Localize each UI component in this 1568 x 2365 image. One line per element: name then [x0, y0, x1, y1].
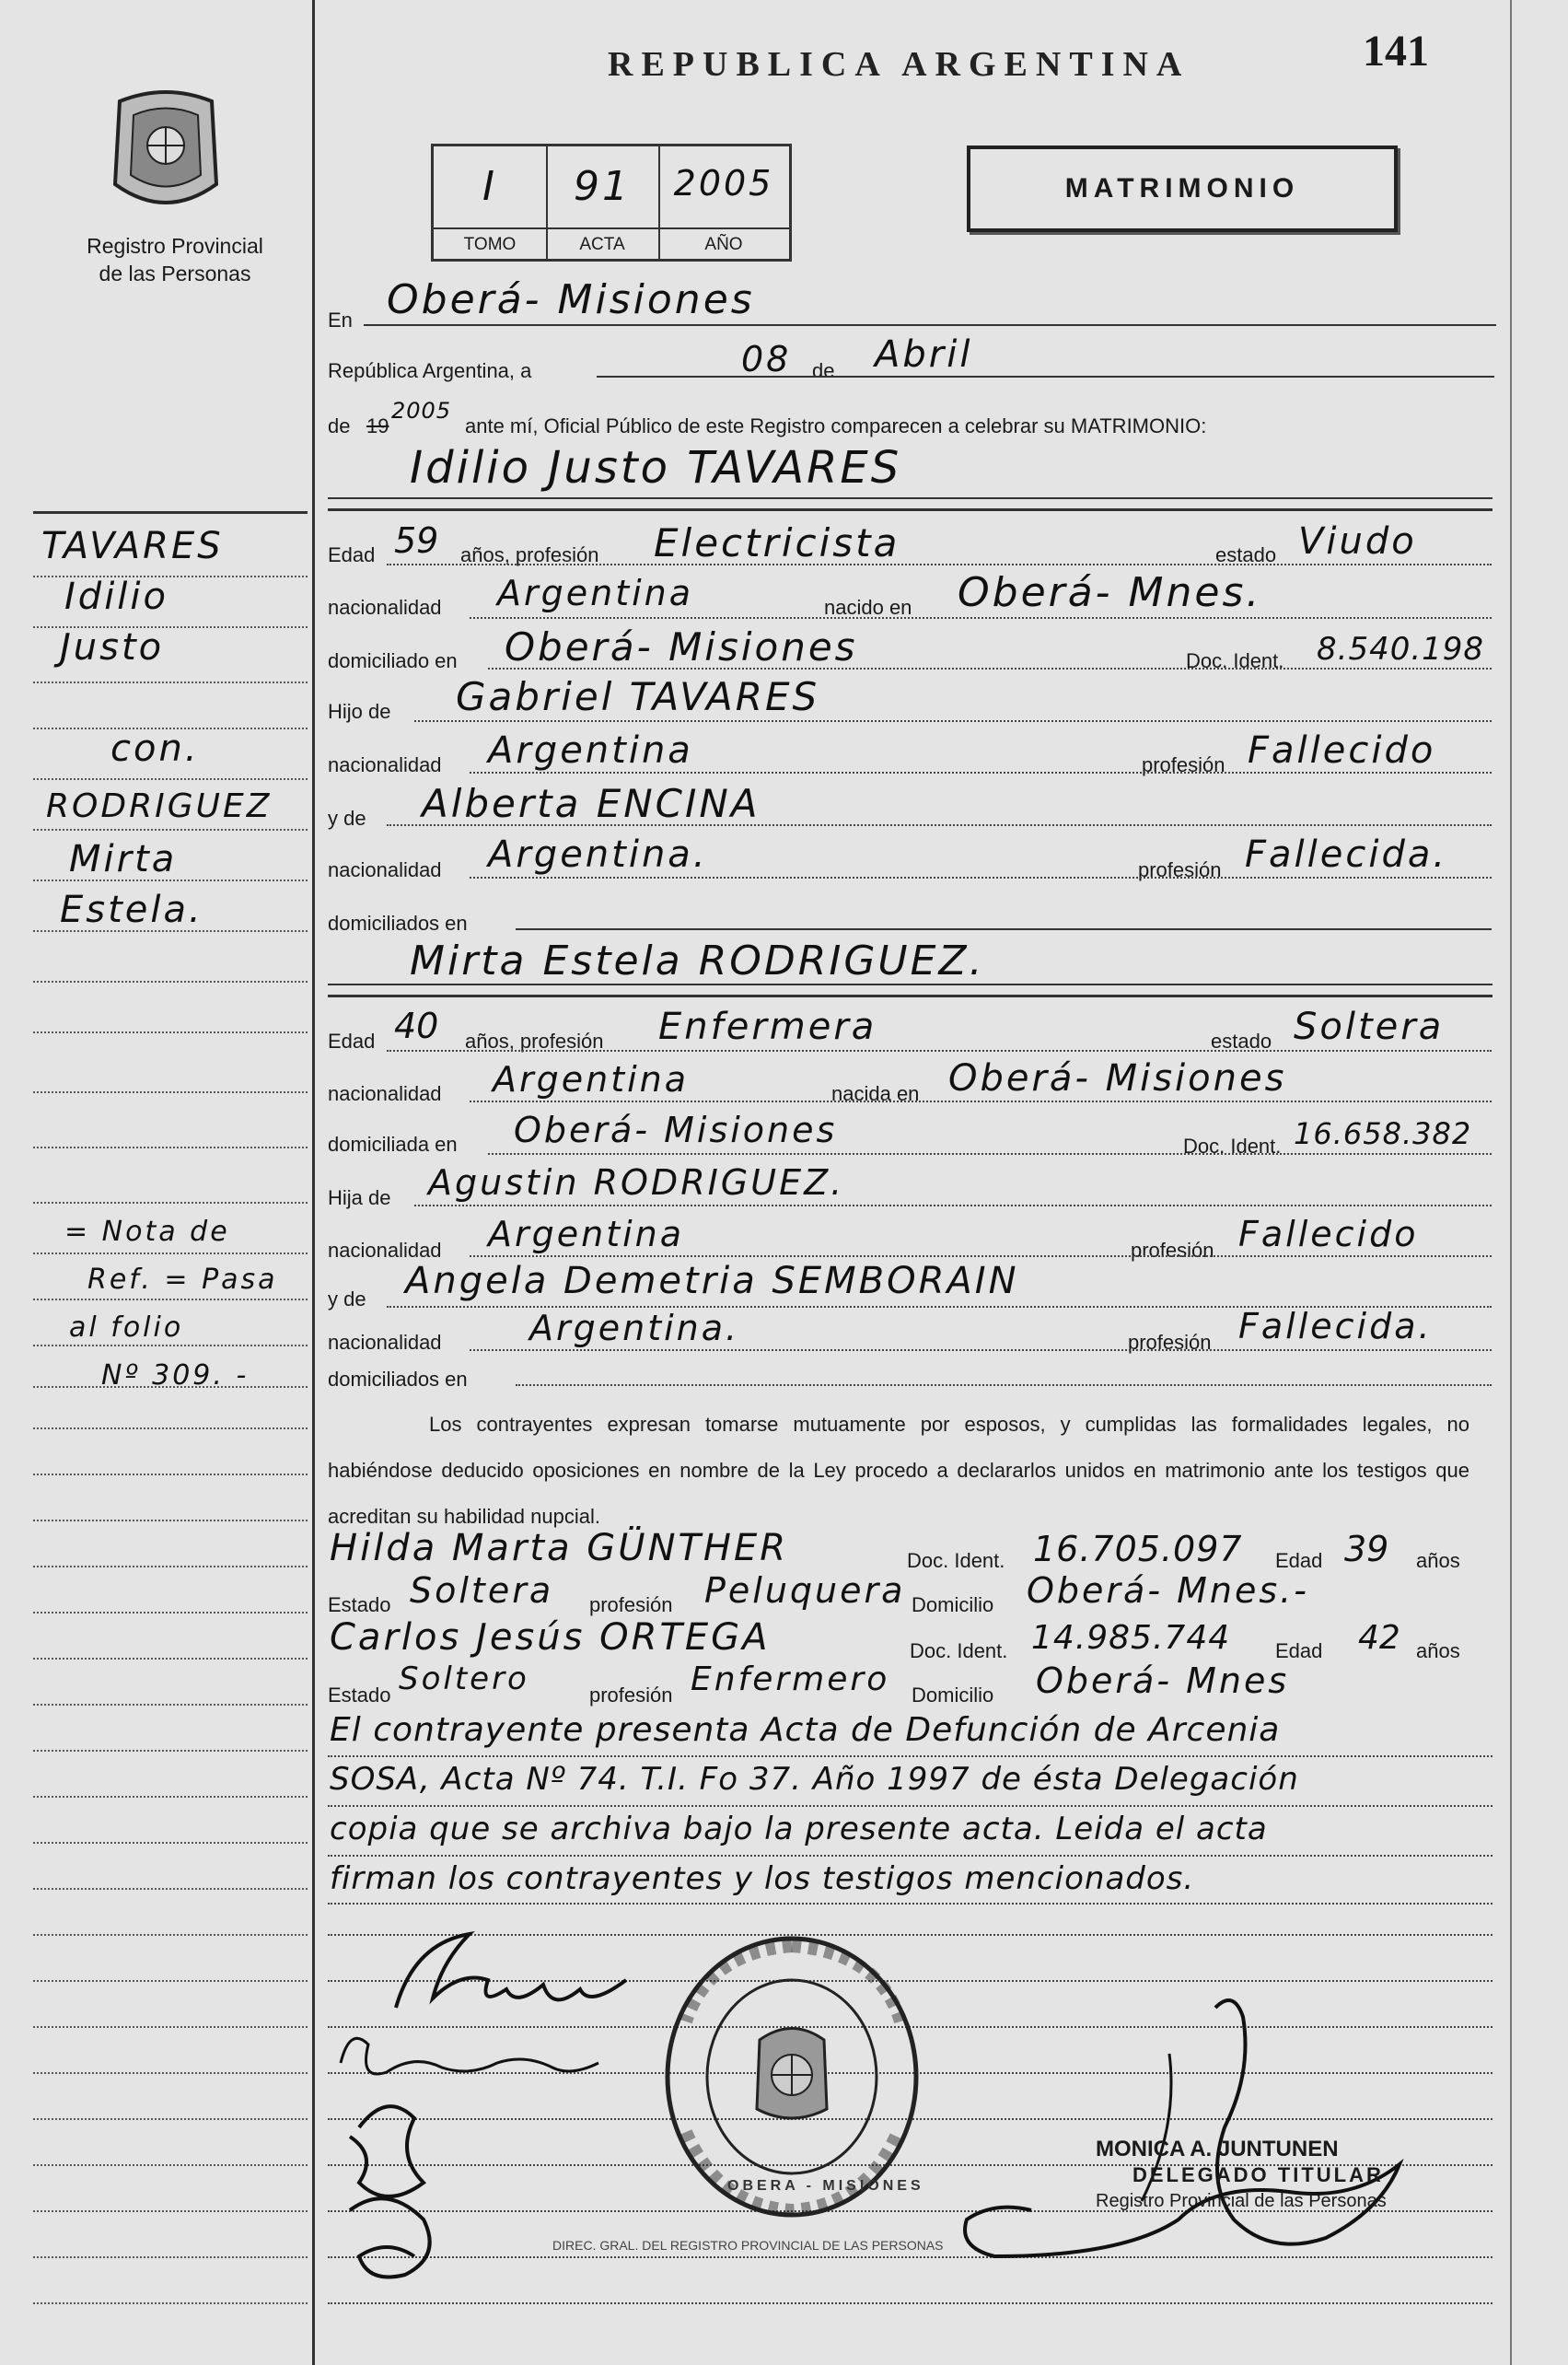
witness1-estado: Soltera: [410, 1570, 554, 1611]
groom-father-nat-label: nacionalidad: [328, 753, 442, 776]
ante-text: ante mí, Oficial Público de este Registro comparecen a celebrar su MATRIMONIO:: [465, 414, 1207, 437]
witness2-profession: Enfermero: [691, 1660, 890, 1698]
groom-father-nat: Argentina: [488, 729, 693, 772]
margin-name-1: Idilio: [64, 576, 168, 618]
groom-name: Idilio Justo TAVARES: [410, 442, 902, 494]
bride-mother-nat-label: nacionalidad: [328, 1331, 442, 1354]
witness1-domicilio-label: Domicilio: [912, 1593, 994, 1616]
margin-note-3: al folio: [69, 1311, 184, 1344]
bride-mother-prof: Fallecida.: [1238, 1306, 1433, 1346]
witness1-edad-label: Edad: [1275, 1549, 1323, 1572]
margin-note-2: Ref. = Pasa: [87, 1264, 278, 1296]
en-label: En: [328, 309, 353, 332]
bride-mother-nat: Argentina.: [529, 1308, 740, 1348]
witness1-age: 39: [1344, 1529, 1389, 1569]
groom-mother: Alberta ENCINA: [422, 781, 761, 826]
bride-edad-label: Edad: [328, 1030, 376, 1053]
margin-con: con.: [110, 728, 200, 770]
margin-divider: [312, 0, 315, 2365]
groom-anos-label: años, profesión: [460, 543, 599, 566]
registry-name: Registro Provincial de las Personas: [87, 234, 263, 285]
bride-yde-label: y de: [328, 1287, 366, 1311]
bride-father-prof: Fallecido: [1238, 1214, 1419, 1254]
groom-doc: 8.540.198: [1317, 631, 1485, 668]
remark-line-3: copia que se archiva bajo la presente acta. Leida el acta: [330, 1811, 1268, 1847]
margin-note-4: Nº 309. -: [101, 1359, 250, 1392]
groom-profession: Electricista: [654, 520, 900, 565]
intro-day: 08: [741, 339, 792, 379]
remark-line-2: SOSA, Acta Nº 74. T.I. Fo 37. Año 1997 de ésta Delegación: [330, 1761, 1299, 1798]
bride-age: 40: [394, 1006, 439, 1046]
province-seal: [101, 83, 230, 216]
bride-name: Mirta Estela RODRIGUEZ.: [410, 938, 985, 984]
bride-father: Agustin RODRIGUEZ.: [428, 1162, 845, 1203]
tomo-value: I: [482, 163, 497, 210]
document-type-box: MATRIMONIO: [967, 146, 1398, 232]
witness1-doc: 16.705.097: [1033, 1529, 1243, 1569]
groom-birthplace: Oberá- Mnes.: [958, 569, 1262, 616]
declaration-text: Los contrayentes expresan tomarse mutuamente por esposos, y cumplidas las formalidades legales, no habiéndose deducido oposiciones en nombre de la Ley procedo a declararlos unidos en matrimonio ante los testigos que acreditan su habilidad nupcial.: [328, 1413, 1469, 1528]
margin-note-1: = Nota de: [64, 1216, 230, 1248]
witness2-estado-label: Estado: [328, 1683, 391, 1707]
groom-doc-label: Doc. Ident.: [1186, 649, 1284, 672]
witness2-profesion-label: profesión: [589, 1683, 673, 1707]
bride-father-prof-label: profesión: [1131, 1239, 1214, 1262]
bride-nationality: Argentina: [493, 1059, 690, 1100]
witness2-doc-label: Doc. Ident.: [910, 1639, 1008, 1662]
groom-estado: Viudo: [1298, 520, 1417, 563]
official-block: [1096, 2137, 1387, 2214]
witness2-domicile: Oberá- Mnes: [1036, 1660, 1290, 1701]
bride-domiciliada-label: domiciliada en: [328, 1133, 458, 1156]
witness1-profession: Peluquera: [704, 1570, 906, 1611]
acta-value: 91: [574, 163, 631, 210]
groom-nacido-label: nacido en: [824, 596, 912, 619]
witness1-name: Hilda Marta GÜNTHER: [330, 1527, 789, 1569]
year-prefix: 19: [366, 414, 389, 437]
witness1-profesion-label: profesión: [589, 1593, 673, 1616]
stamp-outer-text: DIREC. GRAL. DEL REGISTRO PROVINCIAL DE LAS PERSONAS: [552, 2238, 944, 2253]
margin-surname-groom: TAVARES: [41, 525, 224, 567]
groom-father-prof-label: profesión: [1142, 753, 1225, 776]
groom-edad-label: Edad: [328, 543, 376, 566]
margin-name-3: Mirta: [69, 838, 178, 880]
page-number: 141: [1363, 27, 1429, 76]
bride-estado-label: estado: [1211, 1030, 1272, 1053]
bride-mother-prof-label: profesión: [1128, 1331, 1212, 1354]
groom-mother-nat: Argentina.: [488, 833, 708, 876]
intro-place: Oberá- Misiones: [387, 276, 755, 323]
witness2-name: Carlos Jesús ORTEGA: [330, 1616, 771, 1659]
groom-mother-nat-label: nacionalidad: [328, 858, 442, 881]
bride-mother: Angela Demetria SEMBORAIN: [405, 1260, 1019, 1302]
witness2-age: 42: [1358, 1619, 1400, 1657]
bride-anos-label: años, profesión: [465, 1030, 604, 1053]
bride-doc: 16.658.382: [1294, 1116, 1472, 1151]
country-title: REPUBLICA ARGENTINA: [608, 45, 1191, 84]
margin-name-2: Justo: [60, 626, 165, 669]
witness1-doc-label: Doc. Ident.: [907, 1549, 1005, 1572]
witness2-edad-label: Edad: [1275, 1639, 1323, 1662]
official-title: DELEGADO TITULAR: [1132, 2163, 1384, 2186]
bride-domicile: Oberá- Misiones: [514, 1110, 838, 1150]
bride-profession: Enfermera: [658, 1006, 877, 1048]
groom-father-prof: Fallecido: [1248, 729, 1436, 772]
acta-label: ACTA: [579, 235, 625, 254]
bride-birthplace: Oberá- Misiones: [948, 1057, 1287, 1100]
groom-hijo-label: Hijo de: [328, 700, 391, 723]
ano-label: AÑO: [704, 235, 743, 254]
groom-domiciliado-label: domiciliado en: [328, 649, 458, 672]
groom-yde-label: y de: [328, 807, 366, 830]
remark-line-1: El contrayente presenta Acta de Defunción de Arcenia: [330, 1711, 1281, 1749]
groom-estado-label: estado: [1215, 543, 1277, 566]
bride-domiciliados-label: domiciliados en: [328, 1368, 468, 1391]
groom-mother-prof: Fallecida.: [1245, 833, 1448, 876]
groom-mother-prof-label: profesión: [1138, 858, 1222, 881]
republica-label: República Argentina, a: [328, 359, 532, 382]
bride-estado: Soltera: [1294, 1006, 1445, 1048]
tomo-acta-ano-box: [431, 144, 792, 262]
groom-nacionalidad-label: nacionalidad: [328, 596, 442, 619]
margin-surname-bride: RODRIGUEZ: [46, 787, 273, 825]
remark-line-4: firman los contrayentes y los testigos mencionados.: [330, 1860, 1195, 1897]
bride-nacionalidad-label: nacionalidad: [328, 1082, 442, 1105]
intro-year: 2005: [391, 398, 452, 424]
bride-nacida-label: nacida en: [831, 1082, 920, 1105]
witness2-anos-label: años: [1416, 1639, 1460, 1662]
tomo-label: TOMO: [463, 235, 517, 254]
intro-de-label: de: [812, 359, 835, 382]
right-edge: [1510, 0, 1512, 2365]
groom-nationality: Argentina: [497, 573, 694, 613]
ano-value: 2005: [673, 163, 774, 204]
groom-father: Gabriel TAVARES: [456, 674, 820, 719]
margin-name-4: Estela.: [60, 889, 203, 931]
groom-domicile: Oberá- Misiones: [505, 624, 858, 670]
bride-father-nat-label: nacionalidad: [328, 1239, 442, 1262]
witness2-domicilio-label: Domicilio: [912, 1683, 994, 1707]
intro-month: Abril: [875, 333, 973, 376]
official-name: MONICA A. JUNTUNEN: [1096, 2137, 1339, 2161]
witness1-estado-label: Estado: [328, 1593, 391, 1616]
groom-domiciliados-label: domiciliados en: [328, 912, 468, 935]
official-signature: [939, 1980, 1455, 2275]
bride-father-nat: Argentina: [488, 1214, 685, 1254]
bride-doc-label: Doc. Ident.: [1183, 1135, 1282, 1158]
witness2-doc: 14.985.744: [1031, 1619, 1231, 1657]
witness2-estado: Soltero: [399, 1660, 529, 1697]
witness1-anos-label: años: [1416, 1549, 1460, 1572]
stamp-inner-text: OBERA - MISIONES: [727, 2178, 924, 2194]
witness1-domicile: Oberá- Mnes.-: [1027, 1570, 1309, 1611]
year-de-label: de: [328, 414, 351, 437]
groom-age: 59: [394, 520, 439, 561]
official-registry: Registro Provincial de las Personas: [1096, 2191, 1387, 2211]
bride-hija-label: Hija de: [328, 1186, 391, 1209]
